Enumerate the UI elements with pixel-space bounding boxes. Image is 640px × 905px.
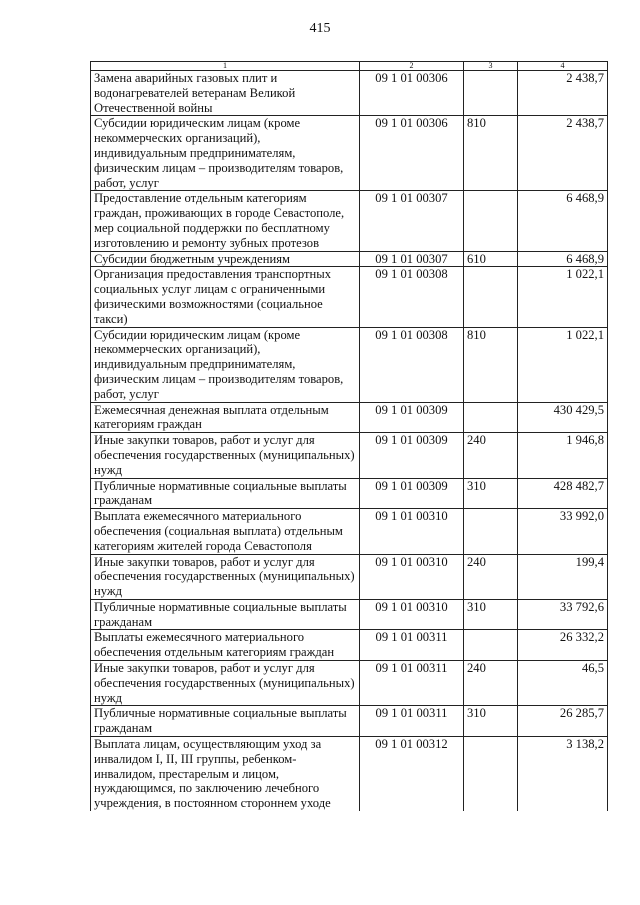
column-header-4: 4 [518, 62, 608, 71]
page-number: 415 [309, 21, 331, 36]
cell-amount: 26 332,2 [518, 630, 608, 661]
cell-code: 09 1 01 00308 [360, 327, 464, 402]
cell-name: Публичные нормативные социальные выплаты гражданам [91, 478, 360, 509]
table-row [91, 661, 608, 706]
cell-code: 09 1 01 00307 [360, 191, 464, 251]
cell-amount: 26 285,7 [518, 706, 608, 737]
table-row [91, 509, 608, 554]
cell-code: 09 1 01 00312 [360, 737, 464, 811]
cell-expense-type [464, 267, 518, 327]
cell-expense-type [464, 71, 518, 116]
cell-name: Организация предоставления транспортных социальных услуг лицам с ограниченными физическими возможностями (социальное такси) [91, 267, 360, 327]
cell-expense-type: 240 [464, 433, 518, 478]
cell-expense-type: 240 [464, 554, 518, 599]
cell-name: Субсидии юридическим лицам (кроме некоммерческих организаций), индивидуальным предпринимателям, физическим лицам – производителям товаров, работ, услуг [91, 327, 360, 402]
cell-name: Субсидии юридическим лицам (кроме некоммерческих организаций), индивидуальным предпринимателям, физическим лицам – производителям товаров, работ, услуг [91, 116, 360, 191]
cell-amount: 6 468,9 [518, 191, 608, 251]
table-row [91, 478, 608, 509]
table-row [91, 599, 608, 630]
cell-amount: 46,5 [518, 661, 608, 706]
table-row [91, 327, 608, 402]
cell-expense-type: 810 [464, 327, 518, 402]
cell-amount: 1 022,1 [518, 267, 608, 327]
cell-name: Публичные нормативные социальные выплаты гражданам [91, 706, 360, 737]
header-row [91, 62, 608, 71]
cell-amount: 199,4 [518, 554, 608, 599]
cell-code: 09 1 01 00307 [360, 251, 464, 267]
column-header-2: 2 [360, 62, 464, 71]
cell-amount: 33 792,6 [518, 599, 608, 630]
cell-expense-type: 810 [464, 116, 518, 191]
cell-expense-type: 310 [464, 599, 518, 630]
cell-name: Иные закупки товаров, работ и услуг для обеспечения государственных (муниципальных) нужд [91, 433, 360, 478]
cell-name: Иные закупки товаров, работ и услуг для обеспечения государственных (муниципальных) нужд [91, 661, 360, 706]
cell-expense-type: 310 [464, 478, 518, 509]
cell-name: Иные закупки товаров, работ и услуг для обеспечения государственных (муниципальных) нужд [91, 554, 360, 599]
cell-name: Ежемесячная денежная выплата отдельным категориям граждан [91, 402, 360, 433]
cell-expense-type [464, 509, 518, 554]
column-header-3: 3 [464, 62, 518, 71]
table-row [91, 402, 608, 433]
cell-name: Публичные нормативные социальные выплаты гражданам [91, 599, 360, 630]
table-row [91, 554, 608, 599]
cell-name: Замена аварийных газовых плит и водонагревателей ветеранам Великой Отечественной войны [91, 71, 360, 116]
cell-amount: 1 946,8 [518, 433, 608, 478]
cell-amount: 2 438,7 [518, 71, 608, 116]
table-row [91, 191, 608, 251]
cell-code: 09 1 01 00309 [360, 433, 464, 478]
cell-code: 09 1 01 00311 [360, 706, 464, 737]
cell-code: 09 1 01 00310 [360, 509, 464, 554]
cell-code: 09 1 01 00311 [360, 630, 464, 661]
cell-code: 09 1 01 00309 [360, 402, 464, 433]
cell-amount: 430 429,5 [518, 402, 608, 433]
table-row [91, 71, 608, 116]
cell-expense-type [464, 191, 518, 251]
cell-expense-type [464, 402, 518, 433]
cell-name: Выплата лицам, осуществляющим уход за инвалидом I, II, III группы, ребенком-инвалидом, престарелым и лицом, нуждающимся, по заключению лечебного учреждения, в постоянном стороннем уходе [91, 737, 360, 811]
cell-expense-type: 610 [464, 251, 518, 267]
table-row [91, 630, 608, 661]
cell-name: Субсидии бюджетным учреждениям [91, 251, 360, 267]
cell-code: 09 1 01 00309 [360, 478, 464, 509]
cell-expense-type [464, 737, 518, 811]
cell-amount: 33 992,0 [518, 509, 608, 554]
cell-name: Выплаты ежемесячного материального обеспечения отдельным категориям граждан [91, 630, 360, 661]
table-row [91, 251, 608, 267]
table-row [91, 267, 608, 327]
cell-expense-type: 240 [464, 661, 518, 706]
column-header-1: 1 [91, 62, 360, 71]
cell-code: 09 1 01 00308 [360, 267, 464, 327]
table-row [91, 116, 608, 191]
cell-amount: 428 482,7 [518, 478, 608, 509]
cell-code: 09 1 01 00310 [360, 554, 464, 599]
cell-code: 09 1 01 00306 [360, 71, 464, 116]
cell-amount: 6 468,9 [518, 251, 608, 267]
cell-code: 09 1 01 00310 [360, 599, 464, 630]
cell-amount: 3 138,2 [518, 737, 608, 811]
cell-expense-type: 310 [464, 706, 518, 737]
table-row [91, 706, 608, 737]
table-row [91, 737, 608, 811]
cell-expense-type [464, 630, 518, 661]
cell-name: Выплата ежемесячного материального обеспечения (социальная выплата) отдельным категориям жителей города Севастополя [91, 509, 360, 554]
cell-name: Предоставление отдельным категориям граждан, проживающих в городе Севастополе, мер социальной поддержки по бесплатному изготовлению и ремонту зубных протезов [91, 191, 360, 251]
cell-code: 09 1 01 00311 [360, 661, 464, 706]
table-row [91, 433, 608, 478]
cell-code: 09 1 01 00306 [360, 116, 464, 191]
cell-amount: 1 022,1 [518, 327, 608, 402]
budget-table [90, 61, 608, 811]
cell-amount: 2 438,7 [518, 116, 608, 191]
